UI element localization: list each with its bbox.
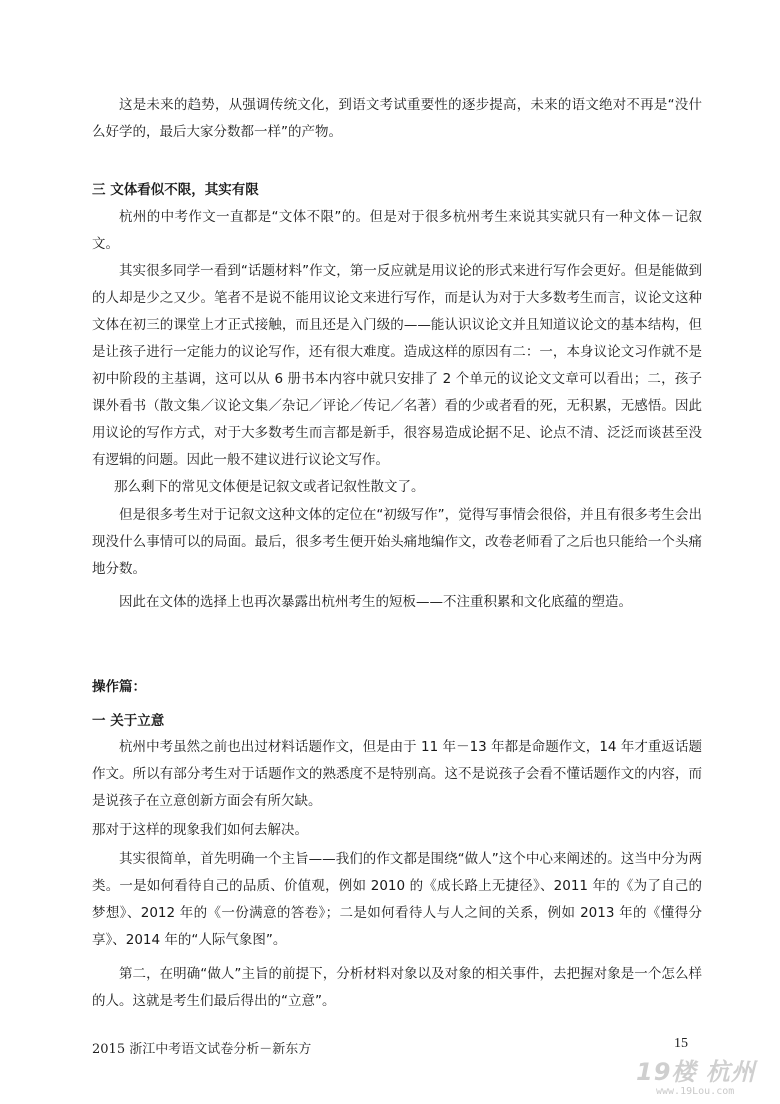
section-heading-one [92,708,702,735]
paragraph-text: 因此在文体的选择上也再次暴露出杭州考生的短板——不注重积累和文化底蕴的塑造。 [119,594,632,610]
footer-title: 2015 浙江中考语文试卷分析－新东方 [92,1042,312,1057]
section-heading: 三 文体看似不限，其实有限 [92,182,259,198]
paragraph-text: 这是未来的趋势，从强调传统文化，到语文考试重要性的逐步提高，未来的语文绝对不再是“没什么好学的，最后大家分数都一样”的产物。 [92,97,702,140]
paragraph-text: 第二，在明确“做人”主旨的前提下，分析材料对象以及对象的相关事件，去把握对象是一个怎么样的人。这就是考生们最后得出的“立意”。 [92,966,702,1009]
section-heading: 一 关于立意 [92,713,165,729]
section-heading: 操作篇： [92,679,146,695]
section-heading-operation [92,674,702,701]
paragraph-material [92,734,702,815]
watermark-url: www.19Lou.com [656,1086,735,1097]
paragraph-therefore [92,589,702,616]
paragraph-text: 但是很多考生对于记叙文这种文体的定位在“初级写作”，觉得写事情会很俗，并且有很多考生会出现没什么事情可以的局面。最后，很多考生便开始头痛地编作文，改卷老师看了之后也只能给一个头痛地分数。 [92,507,702,577]
paragraph-second [92,961,702,1015]
paragraph-how-solve [92,817,702,844]
paragraph-many-students [92,258,702,474]
page-number: 15 [674,1036,688,1051]
paragraph-text: 杭州的中考作文一直都是“文体不限”的。但是对于很多杭州考生来说其实就只有一种文体－记叙文。 [92,209,702,252]
paragraph-but-many [92,502,702,583]
paragraph-simple [92,846,702,954]
paragraph-trend [92,92,702,146]
paragraph-remaining [92,474,702,501]
paragraph-text: 杭州中考虽然之前也出过材料话题作文，但是由于 11 年－13 年都是命题作文，14 年才重返话题作文。所以有部分考生对于话题作文的熟悉度不是特别高。这不是说孩子会看不懂话题作文的内容，而是说孩子在立意创新方面会有所欠缺。 [92,739,702,809]
paragraph-hangzhou [92,204,702,258]
paragraph-text: 其实很多同学一看到“话题材料”作文，第一反应就是用议论的形式来进行写作会更好。但是能做到的人却是少之又少。笔者不是说不能用议论文来进行写作，而是认为对于大多数考生而言，议论文这种文体在初三的课堂上才正式接触，而且还是入门级的——能认识议论文并且知道议论文的基本结构，但是让孩子进行一定能力的议论写作，还有很大难度。造成这样的原因有二：一，本身议论文习作就不是初中阶段的主基调，这可以从 6 册书本内容中就只安排了 2 个单元的议论文文章可以看出；二，孩子课外看书（散文集／议论文集／杂记／评论／传记／名著）看的少或者看的死，无积累，无感悟。因此用议论的写作方式，对于大多数考生而言都是新手，很容易造成论据不足、论点不清、泛泛而谈甚至没有逻辑的问题。因此一般不建议进行议论文写作。 [92,263,702,468]
watermark-logo: 19楼 杭州 [636,1058,756,1086]
paragraph-text: 那么剩下的常见文体便是记叙文或者记叙性散文了。 [114,479,425,495]
paragraph-text: 其实很简单，首先明确一个主旨——我们的作文都是围绕“做人”这个中心来阐述的。这当中分为两类。一是如何看待自己的品质、价值观，例如 2010 的《成长路上无捷径》、2011 年的《为了自己的梦想》、2012 年的《一份满意的答卷》；二是如何看待人与人之间的关系，例如 2013 年的《懂得分享》、2014 年的“人际气象图”。 [92,851,702,948]
paragraph-text: 那对于这样的现象我们如何去解决。 [92,822,308,838]
watermark [636,1052,776,1102]
section-heading-three [92,177,702,204]
